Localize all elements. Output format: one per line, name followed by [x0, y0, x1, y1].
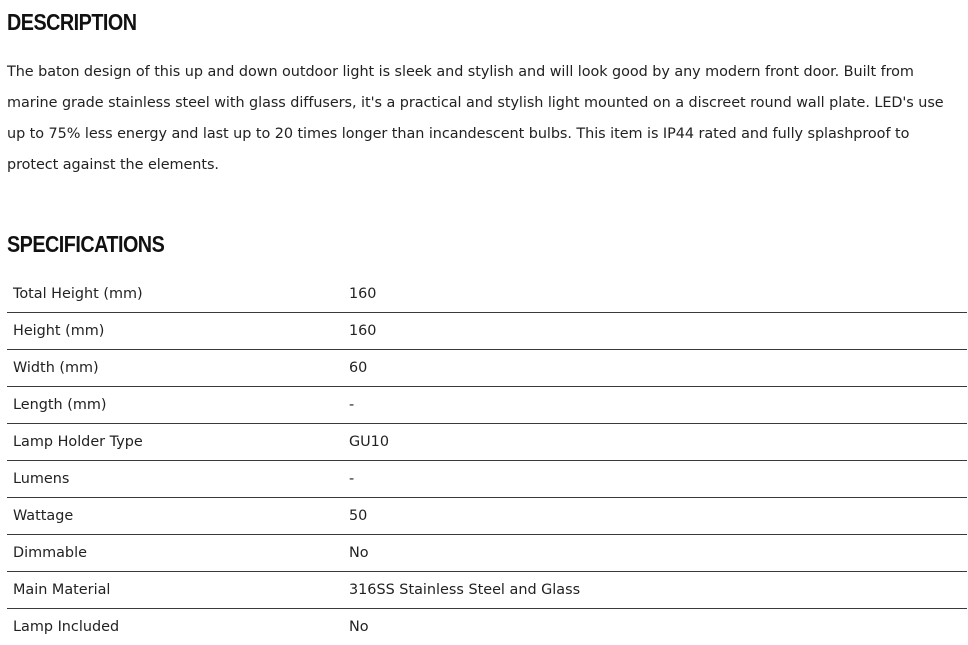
specifications-table: [7, 276, 967, 645]
spec-label: Lamp Included: [7, 609, 343, 645]
spec-label: Wattage: [7, 498, 343, 535]
spec-value: No: [343, 535, 967, 572]
spec-value: 60: [343, 350, 967, 387]
spec-value: GU10: [343, 424, 967, 461]
spec-row: [7, 609, 967, 645]
spec-label: Height (mm): [7, 313, 343, 350]
spec-row: [7, 498, 967, 535]
spec-row: [7, 387, 967, 424]
specifications-heading: SPECIFICATIONS: [7, 231, 164, 258]
spec-row: [7, 313, 967, 350]
spec-row: [7, 424, 967, 461]
spec-label: Dimmable: [7, 535, 343, 572]
spec-row: [7, 350, 967, 387]
spec-row: [7, 276, 967, 313]
spec-row: [7, 461, 967, 498]
spec-value: 160: [343, 313, 967, 350]
description-text: The baton design of this up and down outdoor light is sleek and stylish and will look good by any modern front door. Built from marine grade stainless steel with glass diffusers, it's a practical and stylish light mounted on a discreet round wall plate. LED's use up to 75% less energy and last up to 20 times longer than incandescent bulbs. This item is IP44 rated and fully splashproof to protect against the elements.: [7, 57, 962, 181]
spec-value: 160: [343, 276, 967, 313]
spec-value: -: [343, 461, 967, 498]
spec-label: Main Material: [7, 572, 343, 609]
spec-label: Total Height (mm): [7, 276, 343, 313]
spec-value: -: [343, 387, 967, 424]
spec-value: No: [343, 609, 967, 645]
spec-row: [7, 535, 967, 572]
spec-label: Length (mm): [7, 387, 343, 424]
spec-label: Width (mm): [7, 350, 343, 387]
spec-value: 50: [343, 498, 967, 535]
description-heading: DESCRIPTION: [7, 9, 137, 36]
spec-label: Lumens: [7, 461, 343, 498]
spec-row: [7, 572, 967, 609]
spec-value: 316SS Stainless Steel and Glass: [343, 572, 967, 609]
spec-label: Lamp Holder Type: [7, 424, 343, 461]
